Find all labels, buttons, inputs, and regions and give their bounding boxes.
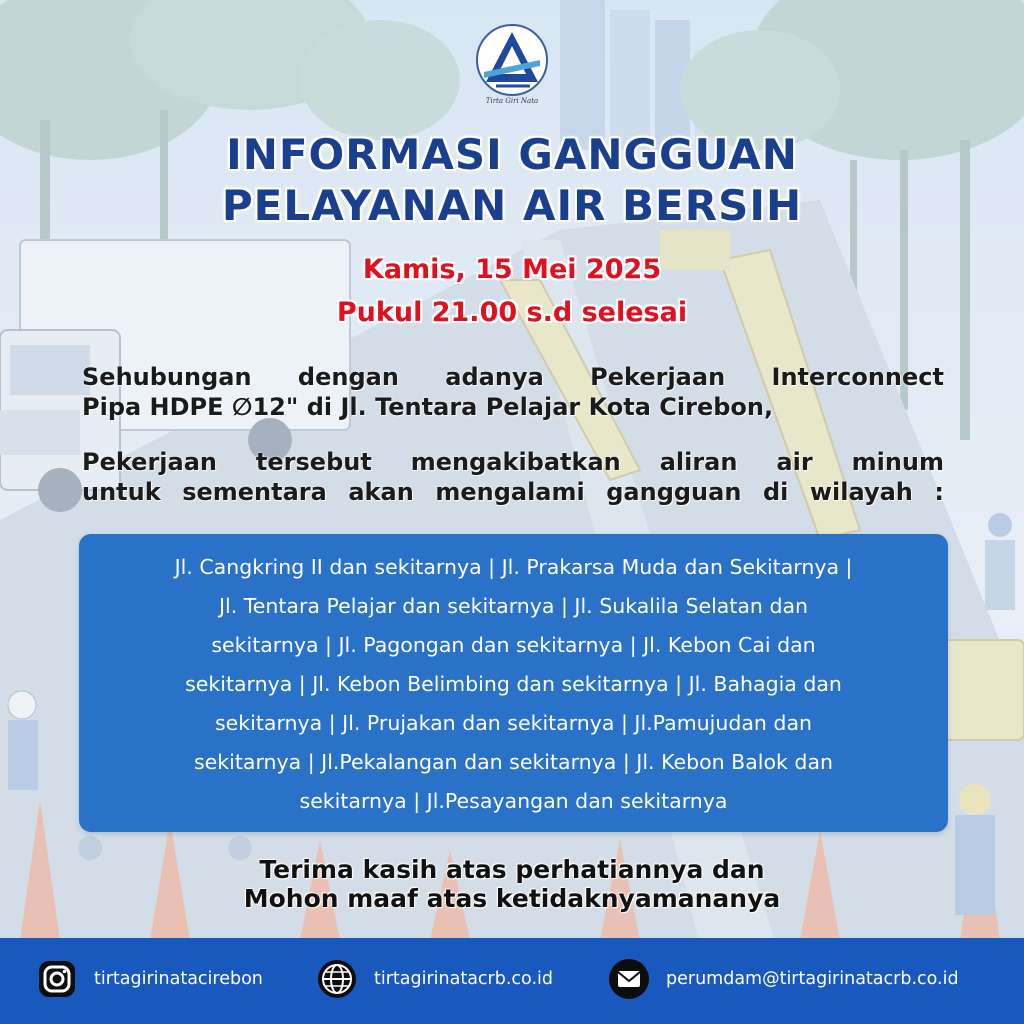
instagram-handle: tirtagirinatacirebon bbox=[94, 969, 263, 989]
schedule-time: Pukul 21.00 s.d selesai bbox=[336, 297, 688, 328]
page-title-line2: PELAYANAN AIR BERSIH bbox=[221, 181, 803, 230]
notice-paragraph-1-line2: Pipa HDPE ∅12" di Jl. Tentara Pelajar Kota Cirebon, bbox=[82, 393, 774, 421]
notice-paragraph-2-line1: Pekerjaan tersebut mengakibatkan aliran air minum bbox=[82, 448, 944, 476]
instagram-icon bbox=[36, 958, 78, 1000]
instagram-link[interactable] bbox=[36, 958, 263, 1000]
notice-paragraph-1 bbox=[82, 362, 944, 422]
page-title-line1: INFORMASI GANGGUAN bbox=[226, 130, 798, 179]
email-link[interactable] bbox=[608, 958, 959, 1000]
globe-icon bbox=[316, 958, 358, 1000]
closing-line1: Terima kasih atas perhatiannya dan bbox=[259, 855, 765, 884]
affected-area-line: Jl. Cangkring II dan sekitarnya | Jl. Prakarsa Muda dan Sekitarnya | bbox=[174, 555, 853, 579]
schedule-date: Kamis, 15 Mei 2025 bbox=[362, 254, 662, 285]
notice-paragraph-1-line1: Sehubungan dengan adanya Pekerjaan Interconnect bbox=[82, 363, 944, 391]
affected-area-line: sekitarnya | Jl. Kebon Belimbing dan sekitarnya | Jl. Bahagia dan bbox=[185, 672, 842, 696]
closing-line2: Mohon maaf atas ketidaknyamananya bbox=[243, 884, 781, 913]
affected-areas-box bbox=[79, 534, 948, 832]
notice-paragraph-2 bbox=[82, 447, 944, 507]
email-address: perumdam@tirtagirinatacrb.co.id bbox=[666, 969, 959, 989]
contact-footer bbox=[0, 938, 1024, 1024]
affected-area-line: sekitarnya | Jl. Prujakan dan sekitarnya | Jl.Pamujudan dan bbox=[215, 711, 812, 735]
logo-caption: Tirta Giri Nata bbox=[485, 97, 539, 105]
mail-icon bbox=[608, 958, 650, 1000]
website-link[interactable] bbox=[316, 958, 553, 1000]
notice-paragraph-2-line2: untuk sementara akan mengalami gangguan di wilayah : bbox=[82, 478, 944, 506]
website-url: tirtagirinatacrb.co.id bbox=[374, 969, 553, 989]
affected-area-line: sekitarnya | Jl. Pagongan dan sekitarnya | Jl. Kebon Cai dan bbox=[211, 633, 816, 657]
affected-area-line: Jl. Tentara Pelajar dan sekitarnya | Jl. Sukalila Selatan dan bbox=[218, 594, 809, 618]
affected-area-line: sekitarnya | Jl.Pekalangan dan sekitarnya | Jl. Kebon Balok dan bbox=[194, 750, 833, 774]
affected-area-line: sekitarnya | Jl.Pesayangan dan sekitarnya bbox=[299, 789, 728, 813]
